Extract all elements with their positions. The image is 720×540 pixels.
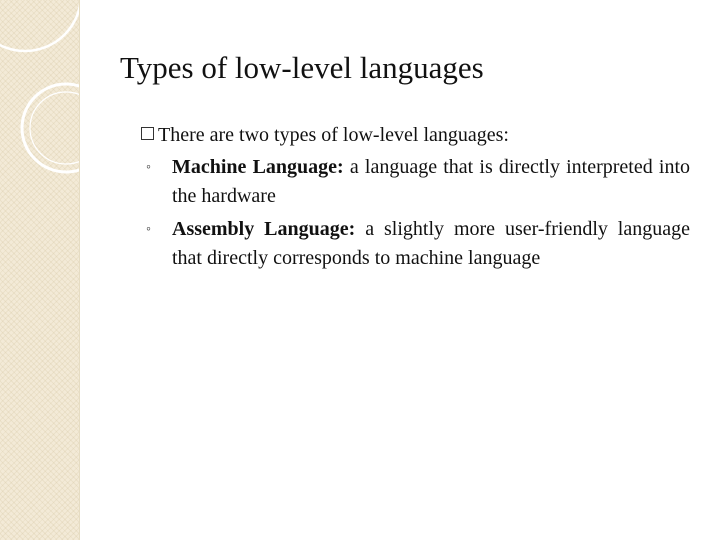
- term-machine-language: Machine Language:: [172, 156, 344, 178]
- circle-bullet-icon: ◦: [146, 160, 151, 175]
- definition-machine-language: a language that is directly interpreted into the hardware: [172, 156, 690, 207]
- circle-bullet-icon: ◦: [146, 222, 151, 237]
- bullet-intro-text: There are two types of low-level languages:: [158, 124, 509, 146]
- slide-title: Types of low-level languages: [120, 50, 484, 85]
- decorative-side-panel: [0, 0, 80, 540]
- bullet-box-icon: [141, 127, 154, 140]
- ring-top: [0, 0, 79, 51]
- sub-bullet-list: [146, 153, 690, 273]
- bullet-list: [146, 121, 690, 277]
- definition-assembly-language: a slightly more user-friendly language that directly corresponds to machine language: [172, 218, 690, 269]
- bullet-intro: [158, 121, 690, 149]
- ring-inner: [30, 92, 79, 164]
- list-item: [146, 215, 690, 273]
- decorative-rings: [0, 0, 79, 540]
- list-item: [146, 153, 690, 211]
- term-assembly-language: Assembly Language:: [172, 218, 356, 240]
